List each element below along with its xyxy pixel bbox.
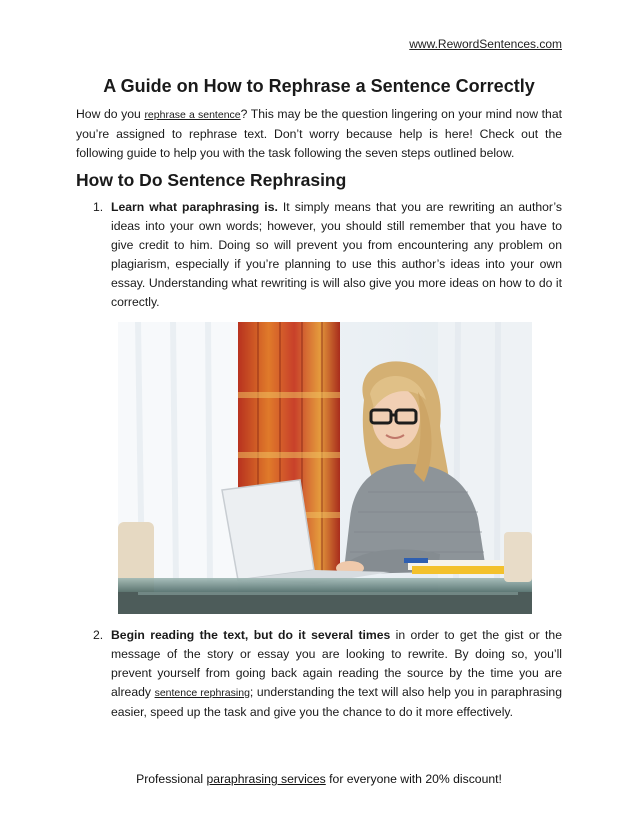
footer-text-start: Professional <box>136 772 207 786</box>
section-heading: How to Do Sentence Rephrasing <box>76 170 347 190</box>
list-item-text: in order to get the gist or the message of the story or essay you are looking to rewrite. By doing so, you’ll prevent yourself from going back again reading the source by the time you are already <box>111 628 562 699</box>
intro-paragraph <box>76 105 562 163</box>
list-item-lead: Learn what paraphrasing is. <box>111 200 278 214</box>
paraphrasing-services-link[interactable]: paraphrasing services <box>206 772 326 786</box>
page-title: A Guide on How to Rephrase a Sentence Correctly <box>103 76 535 96</box>
footer-promo <box>0 772 638 786</box>
list-item-2 <box>93 626 562 722</box>
site-link[interactable]: www.RewordSentences.com <box>409 37 562 51</box>
list-number: 2. <box>93 628 104 642</box>
list-item-1 <box>93 198 562 312</box>
sentence-rephrasing-link[interactable]: sentence rephrasing <box>154 687 250 699</box>
list-item-text: It simply means that you are rewriting an author’s ideas into your own words; however, you should still remember that you have to give credit to him. Doing so will prevent you from encountering any problem on plagiarism, especially if you’re planning to use this author’s ideas into your own essay. Understanding what rewriting is will also give you more ideas on how to do it correctly. <box>111 200 562 309</box>
intro-text-start: How do you <box>76 107 145 121</box>
intro-text-end: ? This may be the question lingering on your mind now that you’re assigned to rephrase text. Don’t worry because help is here! Check out the following guide to help you with the task following the seven steps outlined below. <box>76 107 562 160</box>
woman-laptop-photo <box>118 322 532 614</box>
list-item-lead: Begin reading the text, but do it several times <box>111 628 391 642</box>
rephrase-sentence-link[interactable]: rephrase a sentence <box>144 109 241 121</box>
list-number: 1. <box>93 200 104 214</box>
footer-text-end: for everyone with 20% discount! <box>325 772 502 786</box>
list-item-text-end: ; understanding the text will also help you in paraphrasing easier, speed up the task and give you the chance to do it more effectively. <box>111 685 562 719</box>
